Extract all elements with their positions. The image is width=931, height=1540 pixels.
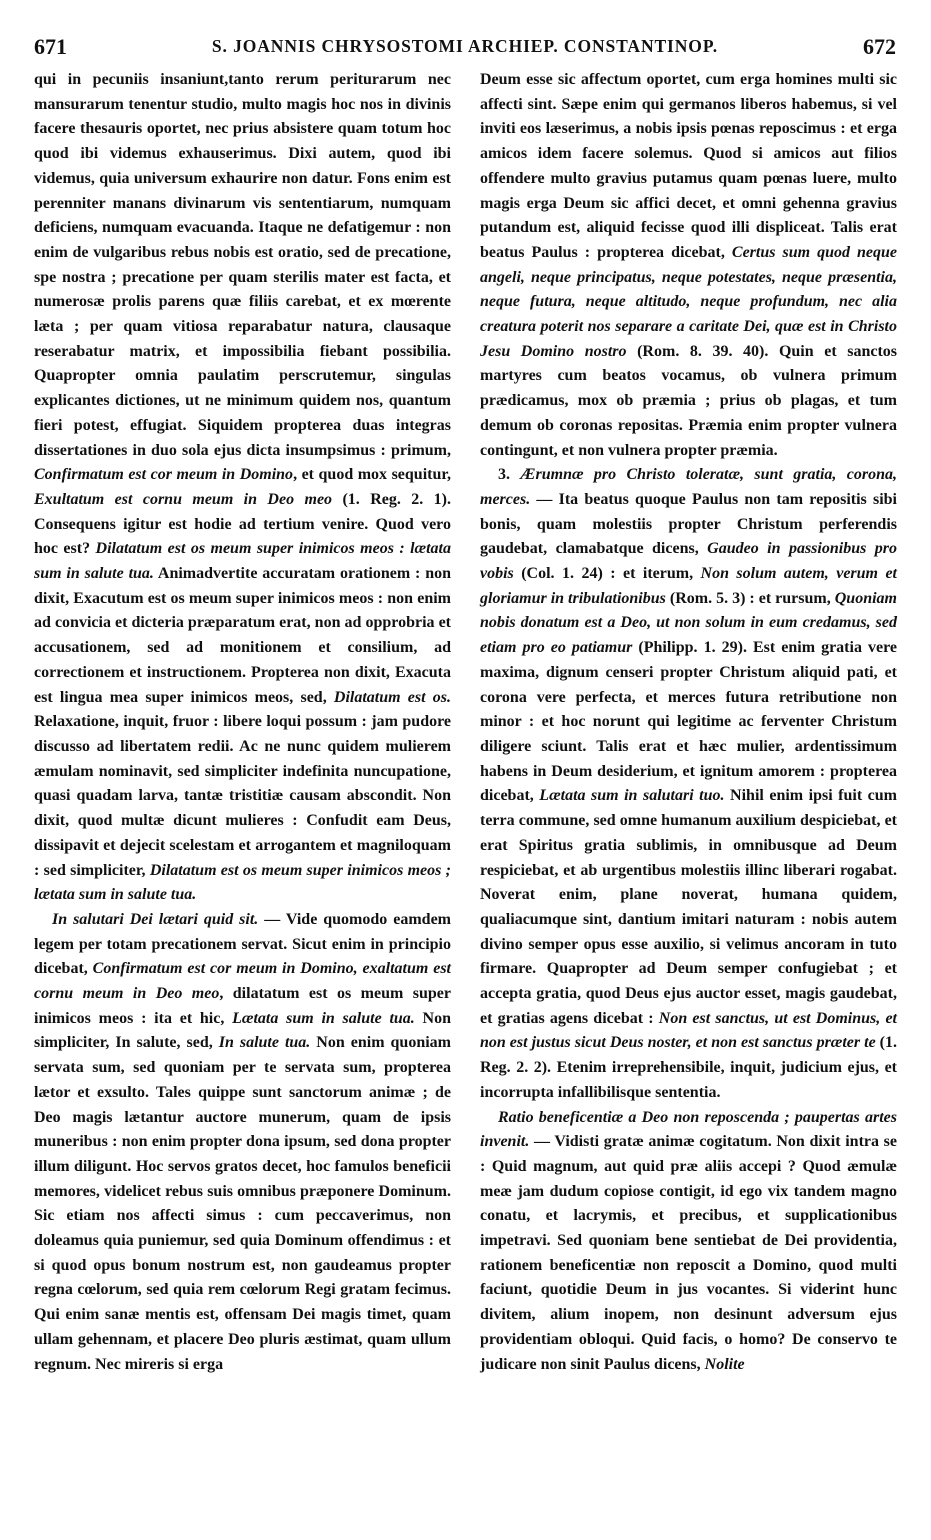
text-run: , dilatatum est os meum super inimicos meos : ita et hic, [34,985,452,1027]
section-heading: In salutari Dei lætari quid sit. [52,910,259,928]
scripture-quote: Certus sum quod neque angeli, neque principatus, neque potestates, neque præsentia, neque futura, neque altitudo, neque profundum, nec alia creatura poterit nos separare a caritate Dei, quæ est in Christo Jesu Domino nostro [480,243,898,360]
scripture-quote: Confirmatum est cor meum in Domino, exaltatum est cornu meum in Deo meo [34,960,451,1003]
text-run: Relaxatione, inquit, fruor : libere loqui possum : jam pudore discusso ad libertatem redii. Ac ne nunc quidem mulierem æmulam nominavit, sed simpliciter indefinita nuncupatione, quasi quadam larva, tantæ tristitiæ causam abscondit. Non dixit, quod multæ dicunt mulieres : Confudit eam Deus, dissipavit et dejecit scelestam et arrogantem et magniloquam : sed simpliciter, [34,713,451,879]
text-run: Non enim quoniam servata sum, sed quoniam per te servata sum, propterea lætor et exsulto. Tales quippe sunt sanctorum animæ ; de Deo magis lætantur auctore munerum, quam de ipsis muneribus : non enim propter dona ipsum, sed dona propter illum diligunt. Hoc servos gratos decet, hoc famulos beneficii memores, videlicet rebus suis omnibus præponere Dominum. Sic etiam nos affecti simus : cum peccaverimus, non doleamus quia puniemur, sed quia Dominum offendimus : et si quod opus bonum nostrum est, non gaudeamus propter regna cœlorum, sed quia rem cœlorum Regi gratam fecimus. Qui enim sanæ mentis est, offensam Dei magis timet, quam ullam gehennam, et placere Deo pluris æstimat, quam ullum regnum. Nec mireris si erga [34,1034,451,1373]
scripture-quote: Gaudeo in passionibus pro vobis [480,540,898,583]
text-run: qui in pecuniis insaniunt,tanto rerum periturarum nec mansurarum tenentur studio, multo magis hoc nos in divinis facere thesauris oportet, nec prius absistere quam totum hoc quod ibi videmus exhauserimus. Dixi autem, quod ibi videmus, quia universum exhaurire non datur. Fons enim est perenniter manans divinarum vis sententiarum, numquam deficiens, numquam evacuanda. Itaque ne defatigemur : non enim de vulgaribus rebus nobis est oratio, sed de precatione, spe nostra ; precatione per quam sterilis mater est facta, et numerosæ prolis parens quæ filiis carebat, et ex mœrente læta ; per quam vitiosa reparabatur natura, clausaque reserabatur matrix, et impossibilia fiebant possibilia. Quapropter omnia paulatim perscrutemur, singulas explicantes dictiones, ut ne minimum quidem nos, quantum fieri potest, effugiat. Siquidem propterea duas integras dissertationes in duo sola ejus dicta insumpsimus : primum, [34,71,451,459]
scripture-quote: Confirmatum est cor meum in Domino [34,466,294,484]
section-number: 3. [498,466,521,484]
scripture-quote: Dilatatum est os meum super inimicos meos ; lætata sum in salute tua. [34,861,451,904]
text-run: — Ita beatus quoque Paulus non tam repositis sibi bonis, quam molestiis propter Christum perferendis gaudebat, clamabatque dicens, [480,490,897,558]
text-run: — Vide quomodo eamdem legem per totam precationem servat. Sicut enim in principio dicebat, [34,910,451,978]
scripture-quote: Non solum autem, verum et gloriamur in tribulationibus [480,565,897,607]
paragraph [480,68,897,463]
text-run: Nihil enim ipsi fuit cum terra commune, sed omne humanum auxilium despiciebat, et erat Spiritus gratia sublimis, in omnibusque ad Deum respiciebat, et ab urgentibus molestiis illinc liberari rogabat. Noverat enim, plane noverat, humana quidem, qualiacumque sint, dantium imitari naturam : nobis autem divino semper opus esse auxilio, si velimus ancoram in tuto firmare. Quapropter ad Deum semper confugiebat ; et accepta gratia, quod Deus ejus auctor esset, magis gaudebat, et gratias agens dicebat : [480,787,898,1027]
scripture-quote: In salute tua. [218,1034,311,1052]
paragraph [34,908,451,1377]
scripture-quote: Non est sanctus, ut est Dominus, et non est justus sicut Deus noster, et non est sanctus præter te [480,1009,898,1052]
scripture-quote: Exultatum est cornu meum in Deo meo [34,490,333,508]
page-number-left: 671 [34,34,67,59]
text-run: (Philipp. 1. 29). Est enim gratia vere maxima, dignum censeri propter Christum aliquid pati, et corona vere perfecta, et merces futura retributione non minor : et hoc norunt qui legitime ac ferventer Christum diligere sciunt. Talis erat et hæc mulier, ardentissimum habens in Deum desiderium, et ignitum amorem : propterea dicebat, [480,639,897,805]
paragraph [480,463,897,1105]
text-run: (Rom. 5. 3) : et rursum, [665,589,835,607]
text-run: (Rom. 8. 39. 40). Quin et sanctos martyres cum beatos vocamus, ob vulnera primum prædicamus, mox ob præmia ; prius ob plagas, et tum demum ob coronas repositas. Præmia enim propter vulnera contingunt, et non vulnera propter præmia. [480,342,898,459]
text-run: , et quod mox sequitur, [293,466,452,484]
right-column [480,68,897,1377]
running-title: S. JOANNIS CHRYSOSTOMI ARCHIEP. CONSTANTINOP. [211,36,719,56]
page-number-right: 672 [863,34,896,59]
paragraph [34,68,451,908]
section-heading: Ratio beneficentiæ a Deo non reposcenda ; paupertas artes invenit. [480,1108,897,1151]
scripture-quote: Lætata sum in salute tua. [232,1009,415,1027]
text-run: (Col. 1. 24) : et iterum, [513,565,701,583]
text-run: — Vidisti gratæ animæ cogitatum. Non dixit intra se : Quid magnum, aut quid præ aliis accepi ? Quod æmulæ meæ jam dudum copiose contigit, id ego vix tandem magno conatu, et lacrymis, et precibus, et supplicationibus impetravi. Sed quoniam bene sentiebat de Dei providentia, rationem beneficentiæ non reposcit a Domino, quod multi faciunt, quotidie Deum in jus vocantes. Si viderint hunc divitem, alium inopem, non desinunt adversum ejus providentiam obloqui. Quid facis, o homo? De conservo te judicare non sinit Paulus dicens, [480,1133,897,1373]
paragraph [480,1106,897,1378]
scripture-quote: Dilatatum est os. [333,688,451,706]
text-run: (1. Reg. 2. 1). Consequens igitur est hodie ad tertium venire. Quod vero hoc est? [34,490,451,558]
scripture-quote: Nolite [704,1355,745,1373]
left-column [34,68,451,1377]
scripture-quote: Quoniam nobis donatum est a Deo, ut non solum in eum credamus, sed etiam pro eo patiamur [480,589,897,657]
page-header [34,34,896,64]
text-run: Non simpliciter, In salute, sed, [34,1009,451,1052]
scripture-quote: Lætata sum in salutari tuo. [539,787,725,805]
section-heading: Ærumnæ pro Christo toleratæ, sunt gratia, corona, merces. [480,466,898,508]
scripture-quote: Dilatatum est os meum super inimicos meos : lætata sum in salute tua. [34,540,452,583]
text-run: (1. Reg. 2. 2). Etenim irreprehensibile, inquit, judicium ejus, et incorrupta infallibilisque sententia. [480,1034,898,1101]
text-run: Animadvertite accuratam orationem : non dixit, Exacutum est os meum super inimicos meos : non enim ad convicia et dicteria præparatum erat, non ad opprobria et accusationem, sed ad monitionem et consilium, ad correctionem et instructionem. Propterea non dixit, Exacuta est lingua mea super inimicos meos, sed, [34,565,451,706]
text-run: Deum esse sic affectum oportet, cum erga homines multi sic affecti sint. Sæpe enim qui germanos liberos habemus, si vel inviti eos læserimus, a nobis ipsis pœnas reposcimus : et erga amicos idem facere solemus. Quod si amicos aut filios offendere multo gravius putamus quam pœnas luere, multo magis erga Deum sic affici decet, et omni gehenna gravius putandum est, aliquid fecisse quod illi displiceat. Talis erat beatus Paulus : propterea dicebat, [480,71,897,261]
